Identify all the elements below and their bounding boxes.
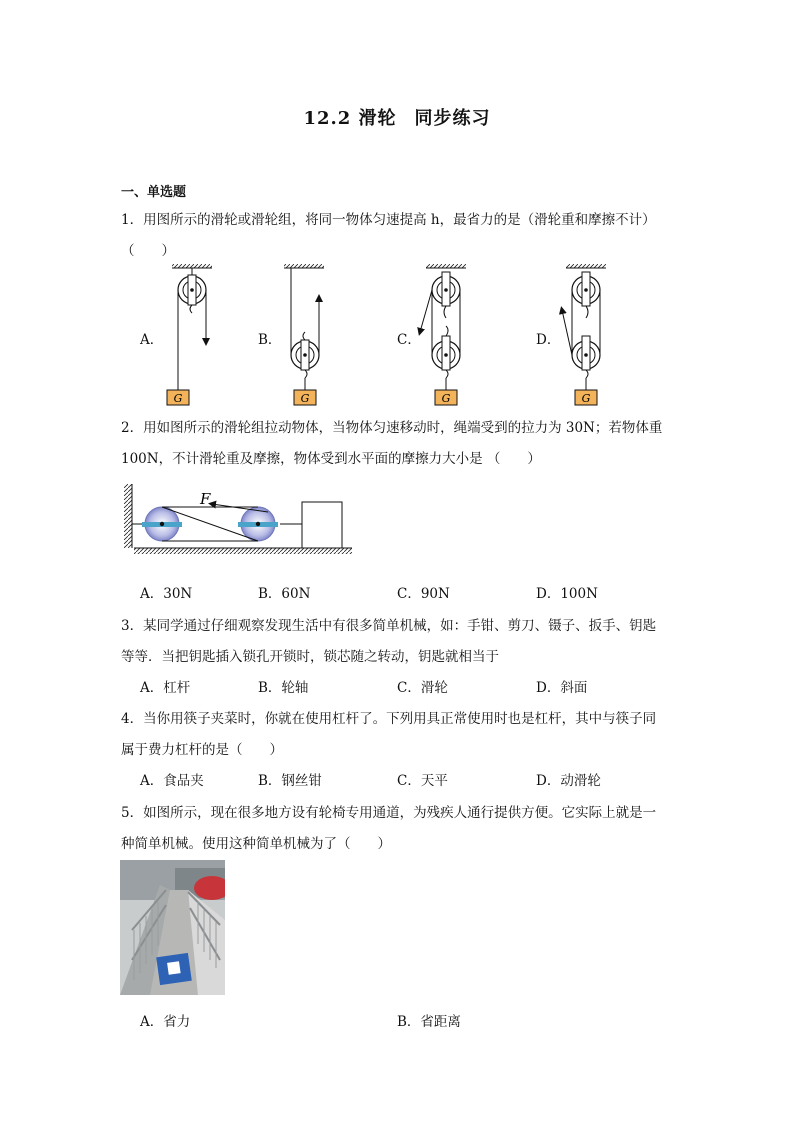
q3-option-b[interactable]: B．轮轴 (258, 680, 309, 696)
q1-text-line1: 1．用图所示的滑轮或滑轮组，将同一物体匀速提高 h，最省力的是（滑轮重和摩擦不计） (121, 212, 656, 228)
pulley-a (167, 264, 212, 405)
pulley-c (420, 264, 466, 405)
q1-label-d: D． (536, 332, 561, 348)
q3-option-a[interactable]: A．杠杆 (140, 680, 191, 696)
weight-c-label: G (441, 392, 451, 405)
q4-text-line2: 属于费力杠杆的是（ ） (121, 742, 283, 758)
q5-text-line2: 种简单机械。使用这种简单机械为了（ ） (121, 836, 391, 852)
q3-option-d[interactable]: D．斜面 (536, 680, 588, 696)
q1-pulley-figure (150, 260, 650, 410)
weight-a-label: G (173, 392, 183, 405)
q3-option-c[interactable]: C．滑轮 (397, 680, 448, 696)
q2-option-d[interactable]: D．100N (536, 586, 598, 602)
weight-d-label: G (581, 392, 591, 405)
section-heading: 一、单选题 (121, 185, 187, 200)
q4-option-b[interactable]: B．钢丝钳 (258, 773, 322, 789)
q1-text-line2: （ ） (121, 243, 175, 259)
q2-option-b[interactable]: B．60N (258, 586, 311, 602)
q2-option-a[interactable]: A．30N (140, 586, 193, 602)
q1-label-c: C． (397, 332, 421, 348)
weight-b-label: G (300, 392, 310, 405)
ramp-illustration (120, 860, 225, 995)
q3-text-line1: 3．某同学通过仔细观察发现生活中有很多简单机械，如：手钳、剪刀、镊子、扳手、钥匙 (121, 618, 657, 634)
title-part1: 12.2 滑轮 (303, 108, 397, 129)
q5-text-line1: 5．如图所示，现在很多地方设有轮椅专用通道，为残疾人通行提供方便。它实际上就是一 (121, 805, 657, 821)
wheelchair-ramp-photo (120, 860, 225, 995)
q4-option-d[interactable]: D．动滑轮 (536, 773, 601, 789)
pulley-b (284, 264, 324, 405)
q4-option-a[interactable]: A．食品夹 (140, 773, 204, 789)
q2-text-line1: 2．用如图所示的滑轮组拉动物体，当物体匀速移动时，绳端受到的拉力为 30N；若物体重 (121, 420, 663, 436)
q2-pulley-figure (120, 480, 360, 565)
force-label: F (200, 490, 211, 508)
q4-option-c[interactable]: C．天平 (397, 773, 448, 789)
q5-option-a[interactable]: A．省力 (140, 1014, 191, 1030)
q5-option-b[interactable]: B．省距离 (397, 1014, 461, 1030)
title-part2: 同步练习 (414, 108, 491, 129)
page-title (0, 104, 794, 130)
q2-text-line2: 100N，不计滑轮重及摩擦，物体受到水平面的摩擦力大小是 （ ） (121, 451, 541, 467)
q1-label-a: A． (140, 332, 164, 348)
q1-label-b: B． (258, 332, 282, 348)
q2-option-c[interactable]: C．90N (397, 586, 450, 602)
q4-text-line1: 4．当你用筷子夹菜时，你就在使用杠杆了。下列用具正常使用时也是杠杆，其中与筷子同 (121, 711, 657, 727)
pulley-d (562, 264, 606, 405)
q3-text-line2: 等等．当把钥匙插入锁孔开锁时，锁芯随之转动，钥匙就相当于 (121, 649, 499, 665)
